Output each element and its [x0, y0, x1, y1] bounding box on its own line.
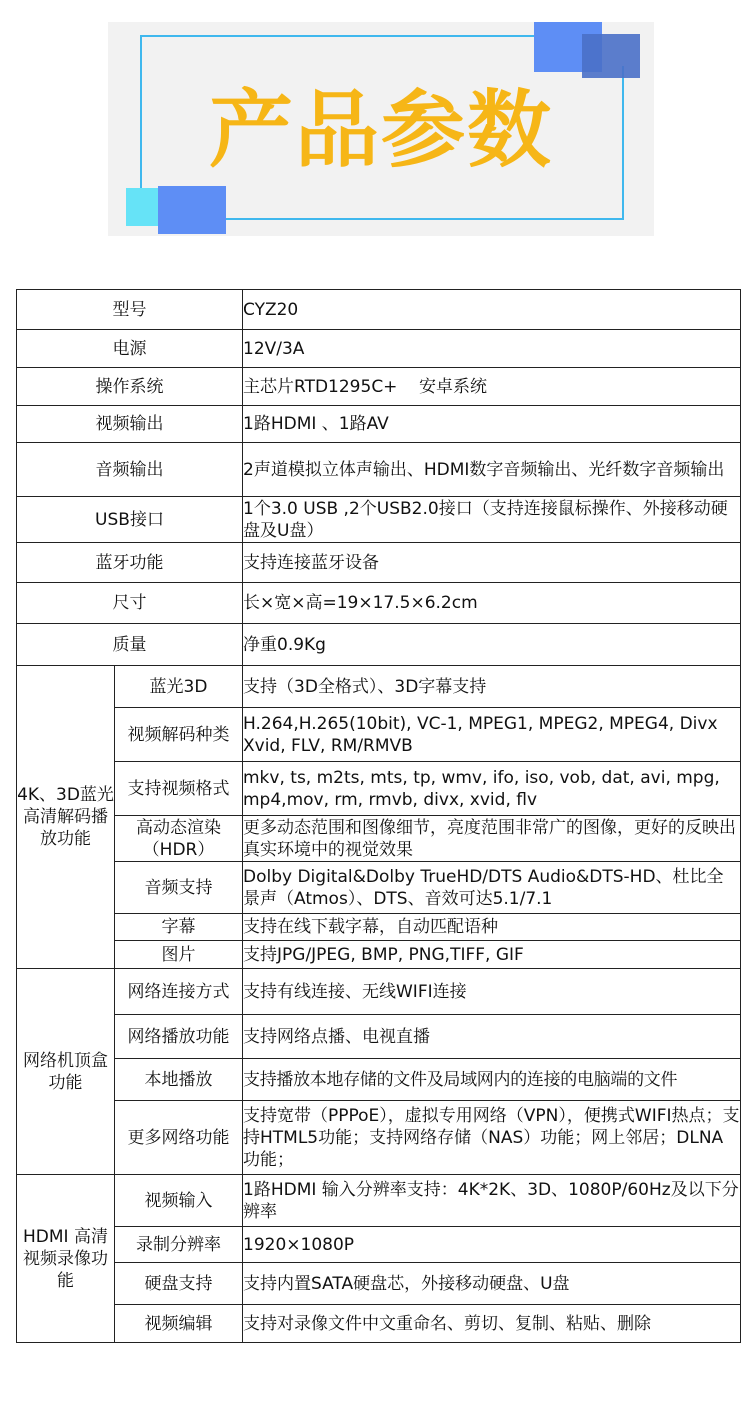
sub-label: 视频输入 [115, 1175, 243, 1227]
row-value: 支持网络点播、电视直播 [243, 1015, 741, 1059]
sub-label: 录制分辨率 [115, 1227, 243, 1263]
table-row [17, 862, 741, 914]
row-value: 12V/3A [243, 330, 741, 368]
row-value: 支持（3D全格式）、3D字幕支持 [243, 666, 741, 708]
sub-label: 图片 [115, 941, 243, 969]
row-label: 操作系统 [17, 368, 243, 406]
row-value: 更多动态范围和图像细节，亮度范围非常广的图像，更好的反映出真实环境中的视觉效果 [243, 816, 741, 862]
frame-line-top [140, 35, 568, 37]
group-label: HDMI 高清视频录像功能 [17, 1175, 115, 1343]
table-row [17, 941, 741, 969]
sub-label: 音频支持 [115, 862, 243, 914]
row-value: 支持内置SATA硬盘芯，外接移动硬盘、U盘 [243, 1263, 741, 1305]
row-value: 支持连接蓝牙设备 [243, 543, 741, 583]
row-value: CYZ20 [243, 290, 741, 330]
sub-label: 网络连接方式 [115, 969, 243, 1015]
table-row [17, 368, 741, 406]
table-row [17, 406, 741, 443]
table-row [17, 1015, 741, 1059]
row-value: mkv, ts, m2ts, mts, tp, wmv, ifo, iso, vob, dat, avi, mpg, mp4,mov, rm, rmvb, divx, xvid, flv [243, 762, 741, 816]
row-label: 尺寸 [17, 583, 243, 624]
sub-label: 视频编辑 [115, 1305, 243, 1343]
table-row [17, 1263, 741, 1305]
row-value: Dolby Digital&Dolby TrueHD/DTS Audio&DTS-HD、杜比全景声（Atmos）、DTS、音效可达5.1/7.1 [243, 862, 741, 914]
row-value: 1个3.0 USB ,2个USB2.0接口（支持连接鼠标操作、外接移动硬盘及U盘） [243, 497, 741, 543]
table-row [17, 583, 741, 624]
deco-block-blue-bottom [158, 186, 226, 234]
row-value: 2声道模拟立体声输出、HDMI数字音频输出、光纤数字音频输出 [243, 443, 741, 497]
row-value: 支持在线下载字幕，自动匹配语种 [243, 914, 741, 941]
row-label: 视频输出 [17, 406, 243, 443]
table-row [17, 497, 741, 543]
group-label: 4K、3D蓝光高清解码播放功能 [17, 666, 115, 969]
table-row [17, 1059, 741, 1101]
row-value: 1路HDMI 、1路AV [243, 406, 741, 443]
frame-line-bottom [208, 218, 624, 220]
row-value: 支持有线连接、无线WIFI连接 [243, 969, 741, 1015]
sub-label: 更多网络功能 [115, 1101, 243, 1175]
table-row [17, 1101, 741, 1175]
row-label: 型号 [17, 290, 243, 330]
row-label: 音频输出 [17, 443, 243, 497]
sub-label: 视频解码种类 [115, 708, 243, 762]
row-value: 支持播放本地存储的文件及局域网内的连接的电脑端的文件 [243, 1059, 741, 1101]
row-value: 支持宽带（PPPoE），虚拟专用网络（VPN），便携式WIFI热点；支持HTML5功能；支持网络存储（NAS）功能；网上邻居；DLNA功能； [243, 1101, 741, 1175]
sub-label: 硬盘支持 [115, 1263, 243, 1305]
table-row [17, 914, 741, 941]
row-value: 1920×1080P [243, 1227, 741, 1263]
table-row [17, 443, 741, 497]
spec-table [16, 289, 741, 1343]
row-label: 质量 [17, 624, 243, 666]
sub-label: 本地播放 [115, 1059, 243, 1101]
group-label: 网络机顶盒功能 [17, 969, 115, 1175]
row-value: 净重0.9Kg [243, 624, 741, 666]
table-row [17, 708, 741, 762]
table-row [17, 1175, 741, 1227]
row-value: 长×宽×高=19×17.5×6.2cm [243, 583, 741, 624]
deco-block-dark-top [582, 34, 640, 78]
row-value: H.264,H.265(10bit), VC-1, MPEG1, MPEG2, MPEG4, Divx Xvid, FLV, RM/RMVB [243, 708, 741, 762]
table-row [17, 666, 741, 708]
row-label: 电源 [17, 330, 243, 368]
table-row [17, 816, 741, 862]
sub-label: 支持视频格式 [115, 762, 243, 816]
row-label: 蓝牙功能 [17, 543, 243, 583]
table-row [17, 624, 741, 666]
row-value: 支持对录像文件中文重命名、剪切、复制、粘贴、删除 [243, 1305, 741, 1343]
table-row [17, 1227, 741, 1263]
row-label: USB接口 [17, 497, 243, 543]
table-row [17, 969, 741, 1015]
row-value: 1路HDMI 输入分辨率支持：4K*2K、3D、1080P/60Hz及以下分辨率 [243, 1175, 741, 1227]
banner-title: 产品参数 [208, 81, 553, 179]
table-row [17, 330, 741, 368]
row-value: 主芯片RTD1295C+ 安卓系统 [243, 368, 741, 406]
row-value: 支持JPG/JPEG, BMP, PNG,TIFF, GIF [243, 941, 741, 969]
table-row [17, 762, 741, 816]
sub-label: 蓝光3D [115, 666, 243, 708]
sub-label: 高动态渲染（HDR） [115, 816, 243, 862]
table-row [17, 290, 741, 330]
table-row [17, 543, 741, 583]
table-row [17, 1305, 741, 1343]
sub-label: 字幕 [115, 914, 243, 941]
banner [108, 22, 654, 236]
sub-label: 网络播放功能 [115, 1015, 243, 1059]
